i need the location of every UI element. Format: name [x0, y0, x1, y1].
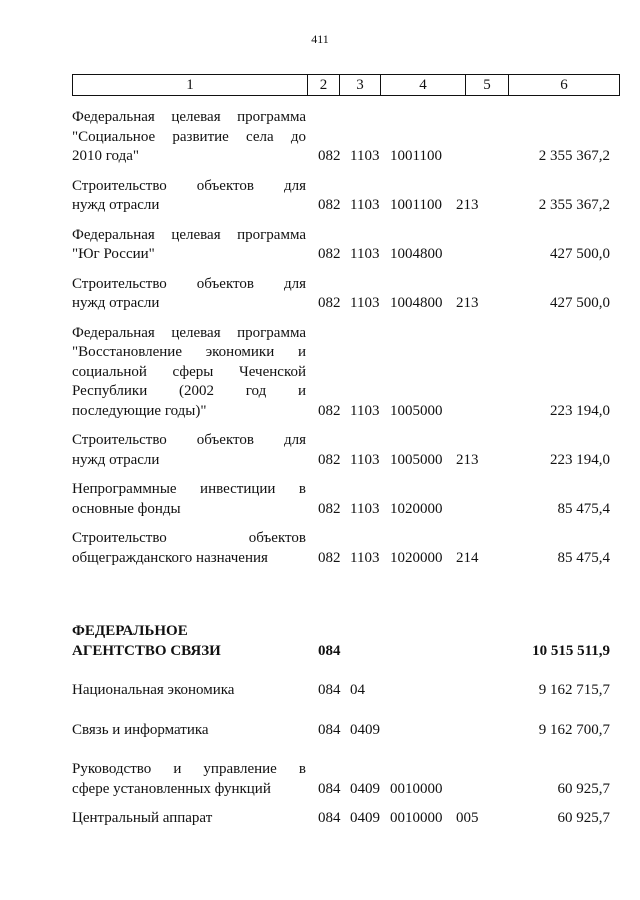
table-row [72, 108, 614, 167]
row-col2: 084 [318, 682, 341, 698]
row-name [72, 108, 306, 167]
column-header-table [72, 74, 620, 96]
row-name [72, 760, 306, 799]
row-col2: 082 [318, 451, 341, 468]
row-amount: 60 925,7 [557, 780, 610, 797]
row-name-line: социальной сферы Чеченской [72, 363, 306, 380]
table-row [72, 809, 614, 829]
row-col3: 1103 [350, 451, 380, 468]
row-amount: 427 500,0 [550, 246, 610, 262]
row-amount: 85 475,4 [557, 500, 610, 517]
row-col4: 1020000 [390, 500, 443, 517]
row-name-line: Руководство и управление в [72, 761, 306, 777]
table-row [72, 324, 614, 422]
row-name [72, 721, 306, 741]
table-row [72, 681, 614, 701]
table-row [72, 177, 614, 216]
row-amount: 223 194,0 [550, 451, 610, 468]
agency-total-amount: 10 515 511,9 [532, 642, 610, 659]
table-row [72, 275, 614, 314]
row-col4: 1001100 [390, 148, 442, 164]
row-name [72, 480, 306, 519]
page-number: 411 [311, 32, 329, 46]
row-col4: 1004800 [390, 295, 443, 311]
row-name-line: нужд отрасли [72, 197, 160, 213]
row-amount: 60 925,7 [557, 810, 610, 826]
row-name-line: Национальная экономика [72, 682, 235, 698]
row-col3: 0409 [350, 721, 380, 738]
row-col5: 214 [456, 549, 479, 566]
row-col3: 1103 [350, 402, 380, 419]
row-amount: 427 500,0 [550, 295, 610, 311]
row-col2: 084 [318, 780, 341, 797]
row-col3: 0409 [350, 810, 380, 826]
row-name-line: "Юг России" [72, 246, 155, 262]
row-name [72, 529, 306, 568]
row-name-line: Непрограммные инвестиции в [72, 481, 306, 497]
row-col4: 1020000 [390, 549, 443, 566]
row-col2: 084 [318, 721, 341, 738]
row-col2: 082 [318, 246, 341, 262]
table-row [72, 226, 614, 265]
row-col4: 0010000 [390, 810, 443, 826]
row-name-line: Строительство объектов для [72, 275, 306, 292]
row-amount: 2 355 367,2 [538, 148, 610, 164]
row-amount: 9 162 715,7 [538, 682, 610, 698]
row-name-line: "Восстановление экономики и [72, 344, 306, 360]
row-name-line: Федеральная целевая программа [72, 324, 306, 341]
row-name-line: Строительство объектов для [72, 432, 306, 448]
column-header-2: 2 [308, 75, 340, 96]
agency-name-line: АГЕНТСТВО СВЯЗИ [72, 642, 221, 659]
row-col5: 213 [456, 197, 479, 213]
column-header-6: 6 [509, 75, 620, 96]
table-row [72, 529, 614, 568]
row-name-line: нужд отрасли [72, 451, 160, 468]
row-col2: 082 [318, 402, 341, 419]
row-col4: 0010000 [390, 780, 443, 797]
table-row [72, 760, 614, 799]
column-header-5: 5 [466, 75, 509, 96]
row-name-line: Строительство объектов для [72, 177, 306, 194]
table-row [72, 480, 614, 519]
row-col3: 1103 [350, 148, 380, 164]
row-col2: 084 [318, 642, 341, 659]
row-col3: 0409 [350, 780, 380, 797]
row-col3: 1103 [350, 549, 380, 566]
row-name [72, 431, 306, 470]
table-row [72, 431, 614, 470]
row-amount: 223 194,0 [550, 402, 610, 419]
row-name-line: Центральный аппарат [72, 810, 213, 826]
row-col2: 082 [318, 295, 341, 311]
row-name-line: основные фонды [72, 500, 181, 517]
row-name-line: Республики (2002 год и [72, 383, 306, 399]
row-name-line: Федеральная целевая программа [72, 226, 306, 243]
agency-heading-row [72, 622, 614, 661]
column-header-row [73, 75, 620, 96]
row-col2: 082 [318, 549, 341, 566]
row-name-line: Строительство объектов [72, 530, 306, 546]
row-col3: 04 [350, 682, 365, 698]
row-amount: 2 355 367,2 [538, 197, 610, 213]
row-name-line: нужд отрасли [72, 295, 160, 311]
row-name [72, 275, 306, 314]
row-col5: 213 [456, 451, 479, 468]
row-col2: 082 [318, 148, 341, 164]
budget-rows [72, 108, 614, 829]
row-name [72, 177, 306, 216]
row-col4: 1004800 [390, 246, 443, 262]
row-col2: 082 [318, 197, 341, 213]
row-col2: 084 [318, 810, 341, 826]
row-name [72, 809, 306, 829]
row-amount: 9 162 700,7 [538, 721, 610, 738]
row-col3: 1103 [350, 500, 380, 517]
row-col3: 1103 [350, 197, 380, 213]
row-name-line: "Социальное развитие села до [72, 128, 306, 145]
row-col2: 082 [318, 500, 341, 517]
row-col4: 1001100 [390, 197, 442, 213]
row-col3: 1103 [350, 246, 380, 262]
column-header-3: 3 [340, 75, 381, 96]
row-name-line: Федеральная целевая программа [72, 109, 306, 125]
table-row [72, 721, 614, 741]
agency-name-line: ФЕДЕРАЛЬНОЕ [72, 623, 188, 639]
column-header-1: 1 [73, 75, 308, 96]
agency-name [72, 622, 306, 661]
row-col4: 1005000 [390, 402, 443, 419]
row-name-line: 2010 года" [72, 148, 140, 164]
row-name [72, 226, 306, 265]
row-name-line: последующие годы)" [72, 402, 207, 419]
row-col5: 005 [456, 810, 479, 826]
row-name [72, 324, 306, 422]
row-col4: 1005000 [390, 451, 443, 468]
column-header-4: 4 [381, 75, 466, 96]
row-col5: 213 [456, 295, 479, 311]
row-name-line: общегражданского назначения [72, 549, 268, 566]
row-name-line: сфере установленных функций [72, 780, 271, 797]
row-name [72, 681, 306, 701]
row-col3: 1103 [350, 295, 380, 311]
row-amount: 85 475,4 [557, 549, 610, 566]
row-name-line: Связь и информатика [72, 721, 209, 738]
